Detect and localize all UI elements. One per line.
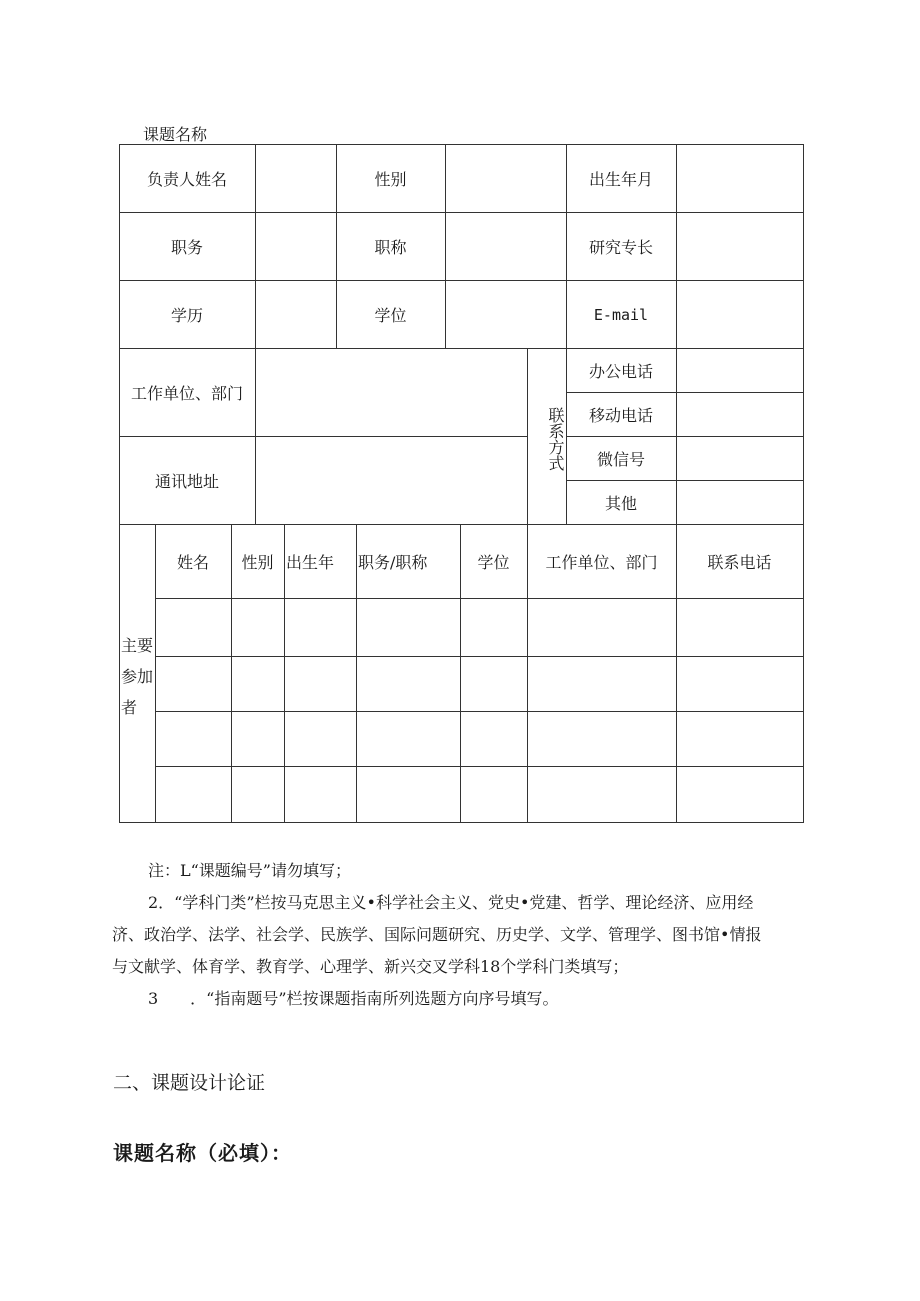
wechat-field[interactable]: [676, 437, 803, 480]
education-label: 学历: [170, 306, 203, 325]
note-1: 注：L“课题编号”请勿填写；: [148, 861, 351, 880]
participant-header-degree: 学位: [477, 553, 510, 572]
participant-row[interactable]: [156, 599, 803, 656]
education-field[interactable]: [255, 281, 336, 348]
contact-method-label: 联系方式: [546, 407, 565, 471]
participant-header-birth: 出生年: [286, 553, 335, 572]
office-phone-label: 办公电话: [588, 362, 653, 381]
position-field[interactable]: [255, 213, 336, 280]
participant-header-workplace: 工作单位、部门: [545, 553, 658, 572]
note-3: 3 ．“指南题号”栏按课题指南所列选题方向序号填写。: [148, 989, 559, 1008]
degree-label: 学位: [374, 306, 407, 325]
birth-label: 出生年月: [588, 170, 653, 189]
participant-row[interactable]: [156, 767, 803, 822]
topic-name-required-label: 课题名称（必填）：: [113, 1141, 292, 1165]
note-2-line-3: 与文献学、体育学、教育学、心理学、新兴交叉学科18个学科门类填写；: [112, 957, 629, 976]
gender-field[interactable]: [445, 145, 566, 212]
participant-row[interactable]: [156, 657, 803, 711]
position-label: 职务: [170, 238, 203, 257]
participant-header-title: 职务/职称: [358, 553, 428, 572]
note-2-line-1: 2．“学科门类”栏按马克思主义•科学社会主义、党史•党建、哲学、理论经济、应用经: [148, 893, 754, 912]
degree-field[interactable]: [445, 281, 566, 348]
participants-label: 主要参加者: [121, 636, 154, 717]
email-field[interactable]: [676, 281, 803, 348]
wechat-label: 微信号: [596, 450, 645, 469]
workplace-field[interactable]: [255, 349, 527, 436]
specialty-label: 研究专长: [588, 238, 653, 257]
participant-header-gender: 性别: [241, 553, 274, 572]
topic-name-label: 课题名称: [143, 125, 208, 144]
title-label: 职称: [374, 238, 407, 257]
participant-header-name: 姓名: [176, 553, 209, 572]
participant-row[interactable]: [156, 712, 803, 766]
note-2-line-2: 济、政治学、法学、社会学、民族学、国际问题研究、历史学、文学、管理学、图书馆•情报: [112, 925, 762, 944]
leader-name-field[interactable]: [255, 145, 336, 212]
other-label: 其他: [604, 494, 637, 513]
office-phone-field[interactable]: [676, 349, 803, 392]
participant-header-phone: 联系电话: [707, 553, 772, 572]
email-label: E-mail: [593, 305, 649, 324]
specialty-field[interactable]: [676, 213, 803, 280]
other-field[interactable]: [676, 481, 803, 524]
mobile-phone-label: 移动电话: [588, 406, 653, 425]
address-label: 通讯地址: [154, 472, 219, 491]
leader-name-label: 负责人姓名: [146, 170, 227, 189]
birth-field[interactable]: [676, 145, 803, 212]
mobile-phone-field[interactable]: [676, 393, 803, 436]
gender-label: 性别: [374, 170, 407, 189]
section-heading: 二、课题设计论证: [113, 1072, 266, 1094]
address-field[interactable]: [255, 437, 527, 524]
title-field[interactable]: [445, 213, 566, 280]
workplace-label: 工作单位、部门: [130, 384, 243, 403]
